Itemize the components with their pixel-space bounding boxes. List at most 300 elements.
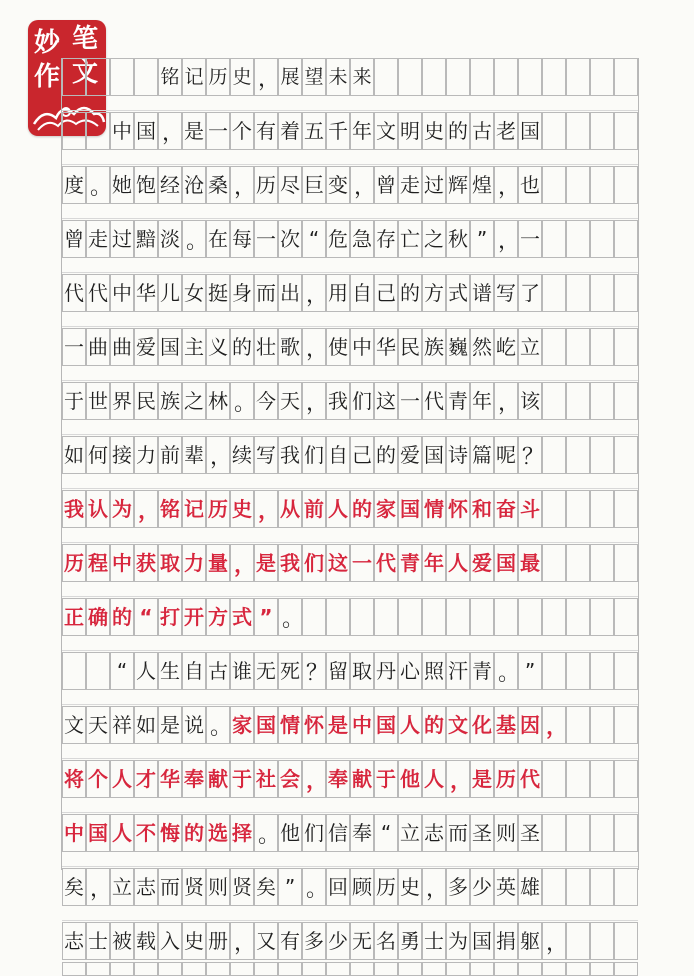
grid-char: 顾: [350, 868, 374, 906]
grid-char: 英: [494, 868, 518, 906]
grid-cell: [542, 868, 566, 906]
grid-char: ，: [302, 328, 326, 366]
grid-cell: [62, 58, 86, 96]
grid-char: 无: [254, 652, 278, 690]
text-row: [62, 166, 638, 206]
grid-cell: [614, 220, 638, 258]
grid-cell: [590, 328, 614, 366]
grid-char: 式: [230, 598, 254, 636]
grid-char: 史: [398, 868, 422, 906]
grid-char: ，: [230, 922, 254, 960]
grid-cell: [566, 166, 590, 204]
grid-char: 变: [326, 166, 350, 204]
grid-char: 前: [158, 436, 182, 474]
grid-char: 国: [254, 706, 278, 744]
grid-cell: [542, 328, 566, 366]
grid-char: ，: [302, 382, 326, 420]
grid-char: 择: [230, 814, 254, 852]
grid-char: 之: [182, 382, 206, 420]
grid-char: 我: [278, 436, 302, 474]
grid-char: 女: [182, 274, 206, 312]
row-gap: [62, 420, 638, 435]
grid-char: 饱: [134, 166, 158, 204]
grid-char: 奋: [494, 490, 518, 528]
grid-cell: [446, 598, 470, 636]
grid-char: 不: [134, 814, 158, 852]
grid-char: 少: [326, 922, 350, 960]
grid-char: 。: [494, 652, 518, 690]
text-row: [62, 922, 638, 962]
grid-char: 社: [254, 760, 278, 798]
grid-cell: [518, 962, 542, 976]
grid-char: ，: [254, 490, 278, 528]
grid-char: 年: [350, 112, 374, 150]
grid-char: 华: [374, 328, 398, 366]
grid-cell: [374, 962, 398, 976]
grid-char: 次: [278, 220, 302, 258]
grid-char: 接: [110, 436, 134, 474]
grid-char: ，: [134, 490, 158, 528]
grid-char: 尽: [278, 166, 302, 204]
grid-char: 歌: [278, 328, 302, 366]
text-row: [62, 328, 638, 368]
grid-cell: [86, 962, 110, 976]
grid-char: 无: [350, 922, 374, 960]
grid-cell: [590, 814, 614, 852]
grid-char: 祥: [110, 706, 134, 744]
grid-cell: [590, 760, 614, 798]
grid-cell: [614, 274, 638, 312]
row-gap: [62, 636, 638, 651]
grid-char: 最: [518, 544, 542, 582]
row-gap: [62, 528, 638, 543]
grid-char: 谱: [470, 274, 494, 312]
grid-char: 的: [110, 598, 134, 636]
grid-char: 会: [278, 760, 302, 798]
grid-cell: [62, 652, 86, 690]
grid-char: 主: [182, 328, 206, 366]
grid-cell: [590, 220, 614, 258]
grid-char: ？: [302, 652, 326, 690]
grid-cell: [134, 962, 158, 976]
grid-cell: [302, 962, 326, 976]
grid-cell: [110, 962, 134, 976]
grid-char: 这: [374, 382, 398, 420]
grid-char: 谁: [230, 652, 254, 690]
grid-char: ，: [350, 166, 374, 204]
grid-cell: [614, 962, 638, 976]
grid-char: 人: [326, 490, 350, 528]
grid-char: 怀: [302, 706, 326, 744]
grid-char: “: [302, 220, 326, 258]
grid-cell: [590, 544, 614, 582]
text-row: [62, 436, 638, 476]
grid-char: ，: [302, 760, 326, 798]
grid-cell: [614, 490, 638, 528]
grid-char: 而: [446, 814, 470, 852]
grid-char: ，: [158, 112, 182, 150]
grid-cell: [590, 922, 614, 960]
grid-char: 经: [158, 166, 182, 204]
grid-cell: [614, 760, 638, 798]
grid-char: 册: [206, 922, 230, 960]
grid-char: 。: [182, 220, 206, 258]
grid-char: ”: [278, 868, 302, 906]
grid-char: 的: [182, 814, 206, 852]
grid-char: 淡: [158, 220, 182, 258]
grid-cell: [542, 598, 566, 636]
grid-cell: [614, 436, 638, 474]
grid-cell: [566, 922, 590, 960]
grid-char: 青: [446, 382, 470, 420]
grid-cell: [614, 328, 638, 366]
grid-char: 。: [206, 706, 230, 744]
text-row: [62, 760, 638, 800]
grid-char: 家: [230, 706, 254, 744]
grid-cell: [566, 58, 590, 96]
grid-cell: [590, 166, 614, 204]
grid-char: 史: [230, 490, 254, 528]
grid-char: 也: [518, 166, 542, 204]
grid-char: “: [110, 652, 134, 690]
grid-char: 载: [134, 922, 158, 960]
row-gap: [62, 582, 638, 597]
grid-cell: [374, 598, 398, 636]
grid-char: 自: [182, 652, 206, 690]
grid-cell: [566, 490, 590, 528]
grid-cell: [494, 598, 518, 636]
grid-char: 天: [86, 706, 110, 744]
logo-char-1: 妙: [34, 28, 61, 58]
grid-cell: [590, 962, 614, 976]
grid-char: 一: [350, 544, 374, 582]
grid-cell: [494, 962, 518, 976]
grid-char: 我: [326, 382, 350, 420]
grid-char: 代: [86, 274, 110, 312]
text-row: [62, 544, 638, 584]
grid-cell: [614, 652, 638, 690]
grid-cell: [566, 112, 590, 150]
grid-char: 正: [62, 598, 86, 636]
grid-char: 奉: [326, 760, 350, 798]
grid-char: 是: [254, 544, 278, 582]
grid-char: 情: [278, 706, 302, 744]
grid-char: 方: [206, 598, 230, 636]
grid-char: 。: [254, 814, 278, 852]
grid-char: 出: [278, 274, 302, 312]
grid-char: 过: [422, 166, 446, 204]
grid-cell: [542, 436, 566, 474]
grid-char: 和: [470, 490, 494, 528]
grid-char: 悔: [158, 814, 182, 852]
grid-char: 丹: [374, 652, 398, 690]
grid-cell: [446, 962, 470, 976]
grid-char: 将: [62, 760, 86, 798]
grid-char: 煌: [470, 166, 494, 204]
grid-char: 个: [86, 760, 110, 798]
grid-char: 国: [470, 922, 494, 960]
grid-char: “: [134, 598, 158, 636]
grid-char: 力: [134, 436, 158, 474]
grid-char: 而: [158, 868, 182, 906]
grid-char: 代: [62, 274, 86, 312]
grid-char: 己: [350, 436, 374, 474]
row-gap: [62, 690, 638, 705]
grid-char: ，: [206, 436, 230, 474]
grid-char: 化: [470, 706, 494, 744]
grid-cell: [110, 58, 134, 96]
grid-cell: [374, 58, 398, 96]
grid-char: 代: [518, 760, 542, 798]
grid-char: 青: [470, 652, 494, 690]
grid-char: 诗: [446, 436, 470, 474]
grid-cell: [470, 962, 494, 976]
grid-cell: [542, 652, 566, 690]
grid-cell: [590, 652, 614, 690]
grid-char: 自: [350, 274, 374, 312]
grid-char: 历: [374, 868, 398, 906]
grid-char: 一: [254, 220, 278, 258]
grid-char: 铭: [158, 58, 182, 96]
grid-char: 的: [422, 706, 446, 744]
grid-char: 人: [422, 760, 446, 798]
grid-cell: [614, 598, 638, 636]
grid-char: 认: [86, 490, 110, 528]
grid-char: 是: [326, 706, 350, 744]
grid-char: 有: [254, 112, 278, 150]
grid-cell: [614, 814, 638, 852]
grid-char: 走: [398, 166, 422, 204]
grid-cell: [566, 868, 590, 906]
grid-char: 斗: [518, 490, 542, 528]
grid-cell: [614, 112, 638, 150]
grid-char: 家: [374, 490, 398, 528]
grid-char: 义: [206, 328, 230, 366]
grid-char: 写: [254, 436, 278, 474]
grid-cell: [566, 814, 590, 852]
grid-char: 人: [398, 706, 422, 744]
grid-cell: [326, 598, 350, 636]
grid-char: 续: [230, 436, 254, 474]
text-row: [62, 598, 638, 638]
grid-char: 爱: [470, 544, 494, 582]
grid-char: 文: [374, 112, 398, 150]
grid-char: ，: [86, 868, 110, 906]
row-gap: [62, 150, 638, 165]
grid-char: 曾: [374, 166, 398, 204]
grid-cell: [158, 962, 182, 976]
grid-cell: [614, 868, 638, 906]
grid-char: 开: [182, 598, 206, 636]
grid-char: 式: [446, 274, 470, 312]
grid-char: 儿: [158, 274, 182, 312]
grid-char: 多: [302, 922, 326, 960]
grid-char: 生: [158, 652, 182, 690]
grid-char: 人: [110, 760, 134, 798]
grid-cell: [446, 58, 470, 96]
grid-char: 献: [350, 760, 374, 798]
grid-char: ”: [254, 598, 278, 636]
grid-char: 怀: [446, 490, 470, 528]
grid-cell: [614, 166, 638, 204]
grid-char: ，: [494, 220, 518, 258]
grid-char: 取: [350, 652, 374, 690]
grid-char: 有: [278, 922, 302, 960]
grid-char: 们: [302, 436, 326, 474]
grid-cell: [350, 962, 374, 976]
grid-char: 于: [230, 760, 254, 798]
grid-char: 献: [206, 760, 230, 798]
grid-char: 青: [398, 544, 422, 582]
grid-char: 我: [62, 490, 86, 528]
grid-char: 国: [422, 436, 446, 474]
grid-char: 圣: [518, 814, 542, 852]
grid-cell: [590, 436, 614, 474]
grid-char: 从: [278, 490, 302, 528]
grid-char: 的: [350, 490, 374, 528]
grid-char: 明: [398, 112, 422, 150]
grid-char: 情: [422, 490, 446, 528]
grid-char: 如: [62, 436, 86, 474]
grid-char: 壮: [254, 328, 278, 366]
grid-char: 度: [62, 166, 86, 204]
grid-char: 古: [470, 112, 494, 150]
grid-cell: [566, 760, 590, 798]
grid-char: “: [374, 814, 398, 852]
grid-char: ，: [230, 166, 254, 204]
grid-char: 历: [494, 760, 518, 798]
text-row: [62, 274, 638, 314]
logo-char-2: 笔: [72, 24, 99, 54]
grid-cell: [614, 706, 638, 744]
grid-char: 国: [398, 490, 422, 528]
grid-cell: [542, 112, 566, 150]
grid-cell: [518, 598, 542, 636]
grid-cell: [542, 220, 566, 258]
grid-char: 国: [518, 112, 542, 150]
grid-char: 巨: [302, 166, 326, 204]
grid-cell: [86, 112, 110, 150]
grid-char: 们: [302, 814, 326, 852]
grid-cell: [86, 58, 110, 96]
grid-char: 奉: [182, 760, 206, 798]
grid-char: 。: [278, 598, 302, 636]
grid-cell: [278, 962, 302, 976]
grid-char: 而: [254, 274, 278, 312]
grid-char: 确: [86, 598, 110, 636]
grid-char: 民: [134, 382, 158, 420]
grid-char: 留: [326, 652, 350, 690]
grid-char: 过: [110, 220, 134, 258]
grid-char: 则: [494, 814, 518, 852]
grid-char: ，: [542, 706, 566, 744]
grid-char: 。: [302, 868, 326, 906]
grid-char: 史: [422, 112, 446, 150]
grid-char: 于: [374, 760, 398, 798]
grid-char: 中: [350, 706, 374, 744]
grid-char: 心: [398, 652, 422, 690]
text-row: [62, 220, 638, 260]
grid-char: 历: [62, 544, 86, 582]
grid-char: 曲: [110, 328, 134, 366]
grid-cell: [398, 58, 422, 96]
grid-char: 我: [278, 544, 302, 582]
grid-char: 因: [518, 706, 542, 744]
grid-cell: [542, 58, 566, 96]
grid-cell: [422, 58, 446, 96]
grid-char: ，: [422, 868, 446, 906]
grid-char: 国: [374, 706, 398, 744]
logo-char-4: 文: [72, 58, 99, 88]
grid-char: 之: [422, 220, 446, 258]
grid-cell: [590, 274, 614, 312]
grid-char: 矣: [62, 868, 86, 906]
title-row: [62, 58, 638, 98]
grid-char: 国: [494, 544, 518, 582]
grid-char: 该: [518, 382, 542, 420]
grid-char: 爱: [134, 328, 158, 366]
grid-char: ，: [494, 382, 518, 420]
grid-cell: [542, 760, 566, 798]
grid-char: 贤: [230, 868, 254, 906]
grid-char: 未: [326, 58, 350, 96]
grid-char: 多: [446, 868, 470, 906]
grid-char: 的: [374, 436, 398, 474]
grid-char: 取: [158, 544, 182, 582]
grid-char: 了: [518, 274, 542, 312]
grid-char: 呢: [494, 436, 518, 474]
grid-char: 华: [158, 760, 182, 798]
grid-char: 奉: [350, 814, 374, 852]
grid-char: 的: [230, 328, 254, 366]
grid-cell: [542, 166, 566, 204]
grid-cell: [566, 274, 590, 312]
grid-cell: [518, 58, 542, 96]
grid-char: 历: [254, 166, 278, 204]
grid-char: 中: [110, 544, 134, 582]
grid-char: 勇: [398, 922, 422, 960]
grid-cell: [566, 436, 590, 474]
grid-char: 挺: [206, 274, 230, 312]
grid-char: ”: [518, 652, 542, 690]
grid-cell: [590, 706, 614, 744]
text-row: [62, 112, 638, 152]
grid-char: ”: [470, 220, 494, 258]
grid-char: 士: [422, 922, 446, 960]
grid-char: 为: [446, 922, 470, 960]
grid-char: 力: [182, 544, 206, 582]
grid-cell: [566, 220, 590, 258]
grid-cell: [590, 868, 614, 906]
text-row: [62, 706, 638, 746]
grid-cell: [398, 598, 422, 636]
grid-cell: [590, 112, 614, 150]
grid-char: 基: [494, 706, 518, 744]
grid-char: 打: [158, 598, 182, 636]
grid-char: 历: [206, 490, 230, 528]
grid-char: 存: [374, 220, 398, 258]
grid-char: 是: [470, 760, 494, 798]
grid-char: 士: [86, 922, 110, 960]
grid-cell: [566, 544, 590, 582]
grid-char: 用: [326, 274, 350, 312]
grid-char: 篇: [470, 436, 494, 474]
row-gap: [62, 312, 638, 327]
grid-char: 志: [62, 922, 86, 960]
grid-char: 己: [374, 274, 398, 312]
grid-char: 她: [110, 166, 134, 204]
grid-char: 望: [302, 58, 326, 96]
